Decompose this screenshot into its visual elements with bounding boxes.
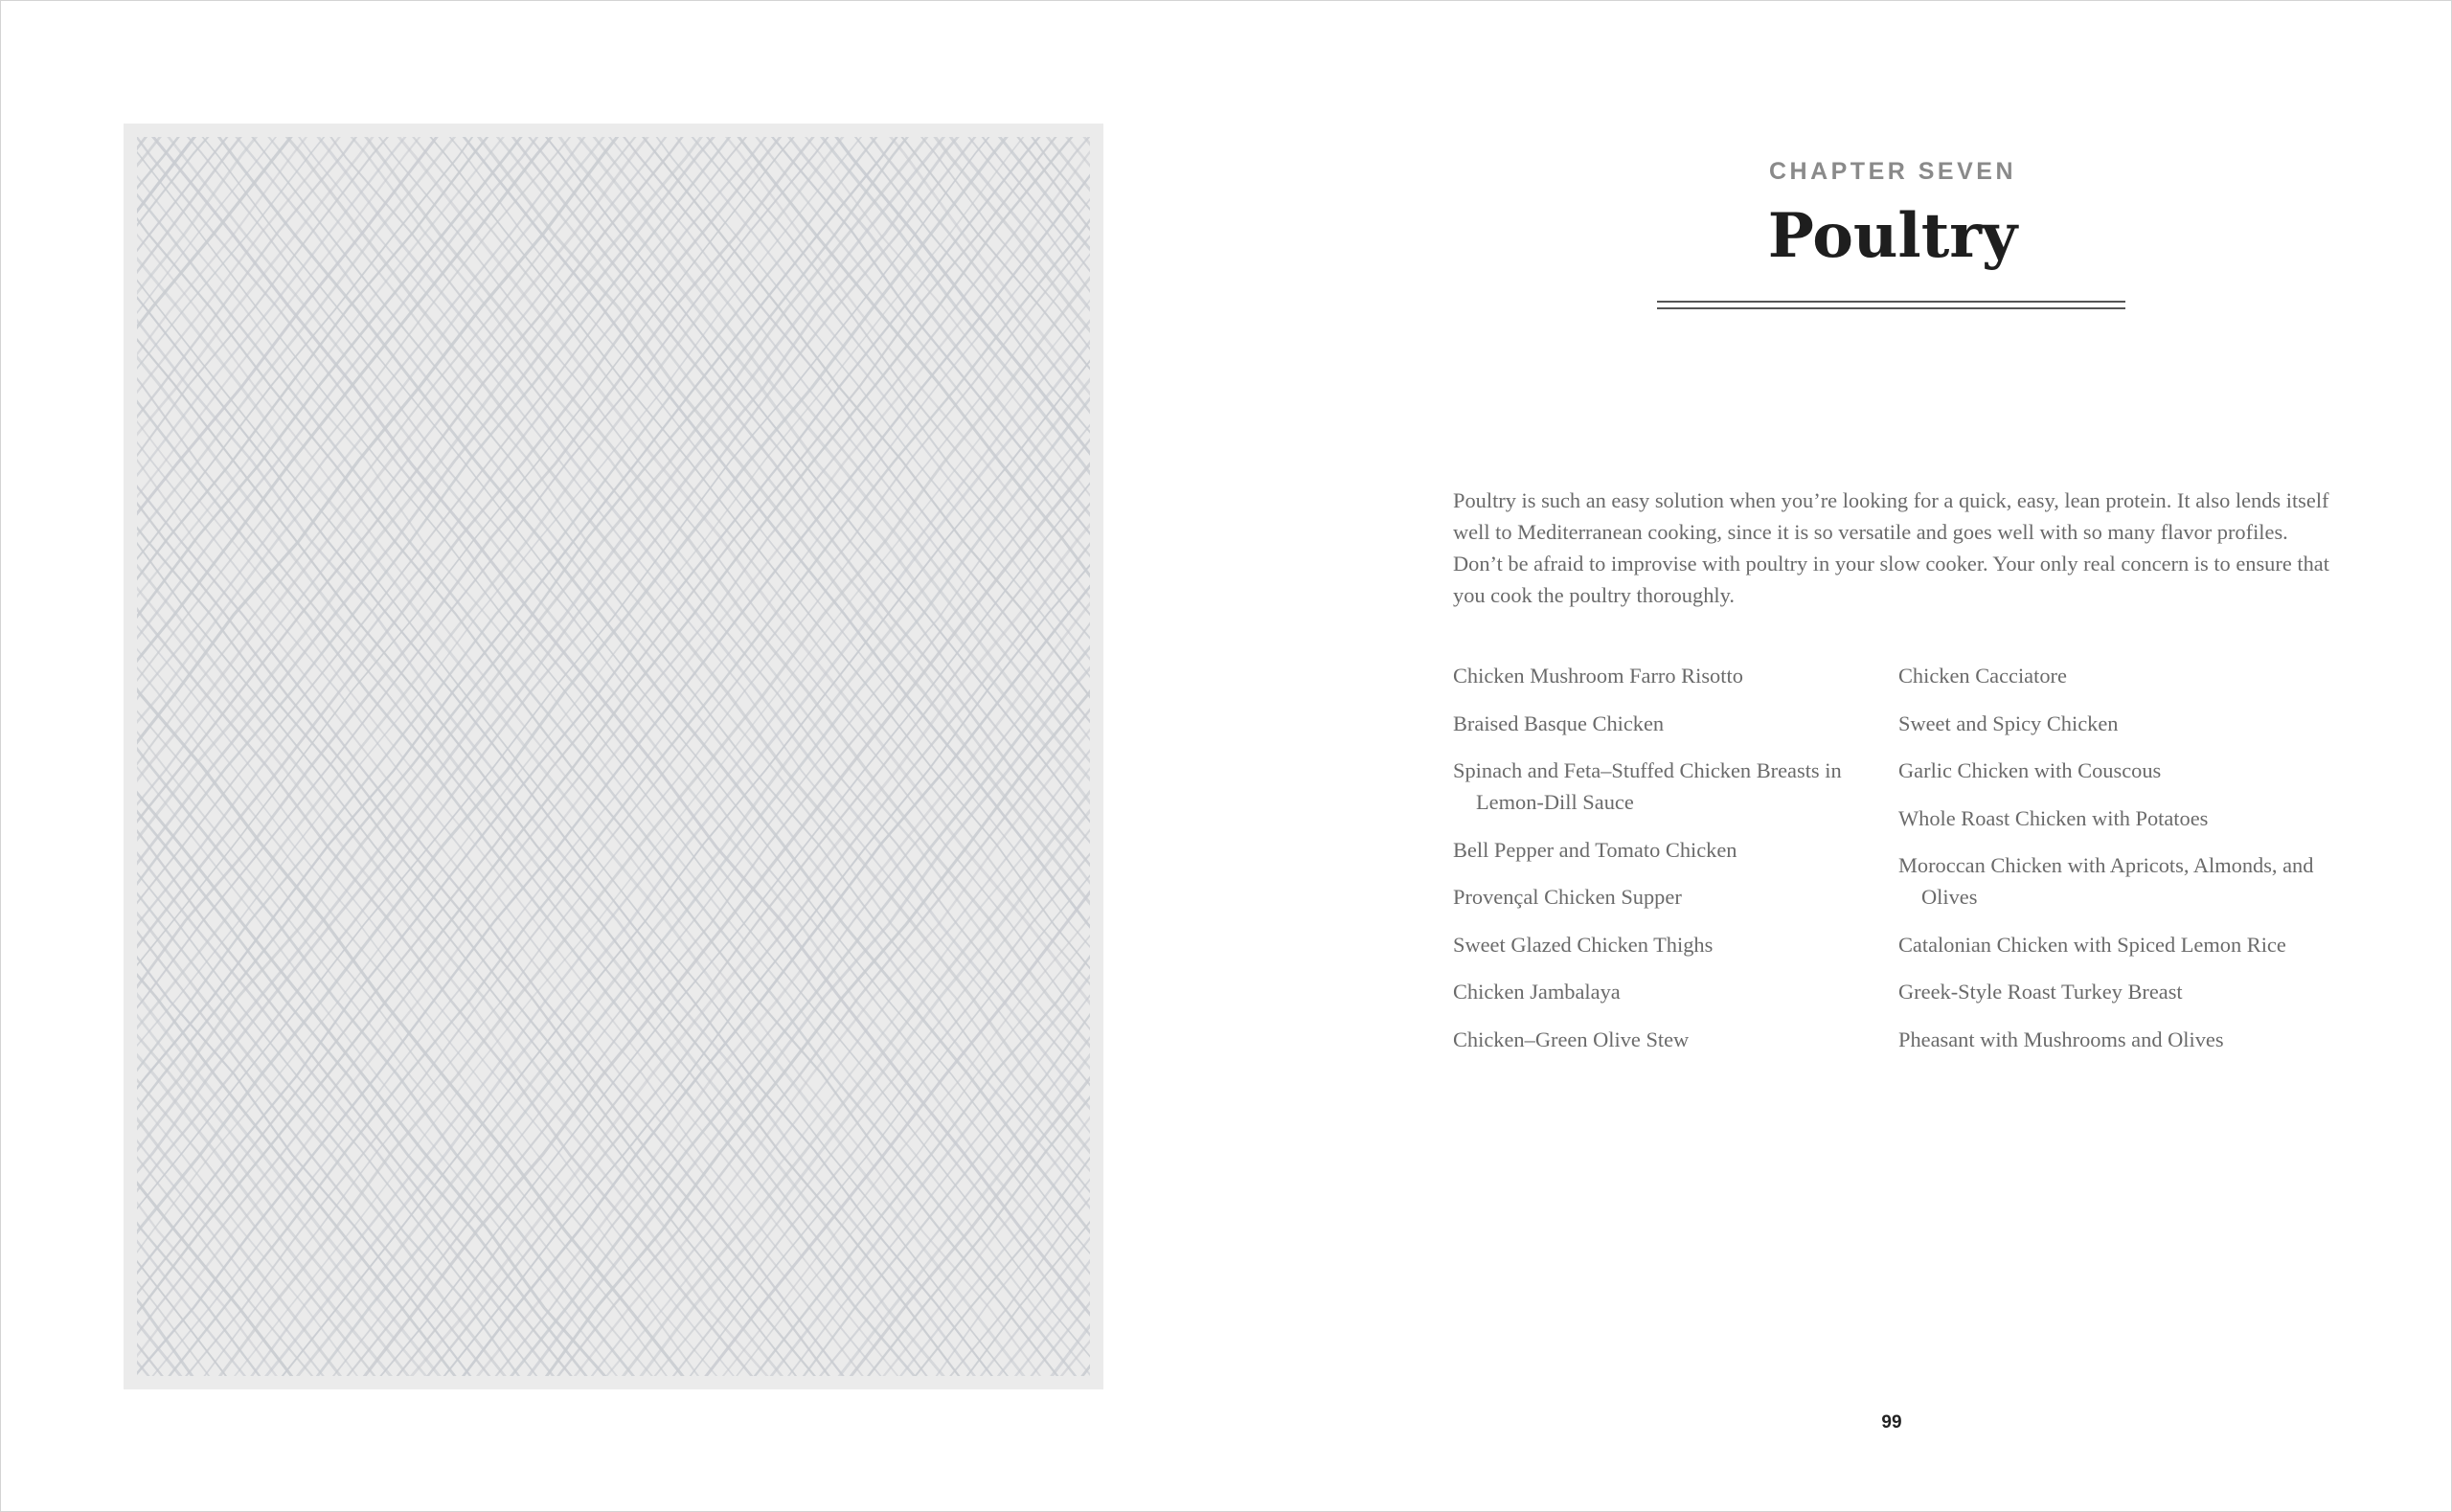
recipe-item: Chicken Cacciatore bbox=[1898, 664, 2067, 688]
recipe-item: Chicken Jambalaya bbox=[1453, 980, 1621, 1004]
recipe-item: Sweet Glazed Chicken Thighs bbox=[1453, 932, 1714, 957]
page-number: 99 bbox=[1881, 1412, 1902, 1433]
recipe-list-left bbox=[1453, 660, 1874, 1071]
recipe-item: Sweet and Spicy Chicken bbox=[1898, 711, 2119, 735]
crosshatch-pattern bbox=[124, 124, 1103, 1389]
recipe-item: Spinach and Feta–Stuffed Chicken Breasts in Lemon-Dill Sauce bbox=[1453, 758, 1842, 814]
recipe-item: Braised Basque Chicken bbox=[1453, 711, 1665, 735]
recipe-item: Chicken Mushroom Farro Risotto bbox=[1453, 664, 1743, 688]
chapter-title: Poultry bbox=[1767, 200, 2018, 272]
hatch-stroke bbox=[455, 124, 1103, 1389]
recipe-item: Bell Pepper and Tomato Chicken bbox=[1453, 837, 1737, 862]
hatch-stroke bbox=[124, 124, 322, 1389]
recipe-item: Catalonian Chicken with Spiced Lemon Rice bbox=[1898, 932, 2286, 957]
recipe-item: Whole Roast Chicken with Potatoes bbox=[1898, 805, 2209, 830]
recipe-item: Moroccan Chicken with Apricots, Almonds, and Olives bbox=[1898, 853, 2314, 909]
chapter-eyebrow: CHAPTER SEVEN bbox=[1768, 158, 2017, 185]
chapter-intro: Poultry is such an easy solution when you’re looking for a quick, easy, lean protein. It also lends itself well to Mediterranean cooking, since it is so versatile and goes well with so many flavor profiles. Don’t be afraid to improvise with poultry in your slow cooker. Your only real concern is to ensure that you cook the poultry thoroughly. bbox=[1453, 488, 2329, 607]
title-double-rule bbox=[1657, 301, 2125, 309]
recipe-list-right bbox=[1898, 660, 2339, 1071]
crosshatch-illustration bbox=[124, 124, 1103, 1389]
hatch-stroke bbox=[124, 124, 1006, 1389]
hatch-stroke bbox=[1102, 124, 1103, 1389]
recipe-item: Chicken–Green Olive Stew bbox=[1453, 1027, 1690, 1051]
recipe-item: Pheasant with Mushrooms and Olives bbox=[1898, 1027, 2224, 1051]
hatch-stroke bbox=[124, 124, 140, 1389]
recipe-item: Garlic Chicken with Couscous bbox=[1898, 758, 2162, 782]
recipe-item: Provençal Chicken Supper bbox=[1453, 885, 1682, 909]
recipe-item: Greek-Style Roast Turkey Breast bbox=[1898, 980, 2183, 1004]
hatch-stroke bbox=[124, 124, 125, 1389]
